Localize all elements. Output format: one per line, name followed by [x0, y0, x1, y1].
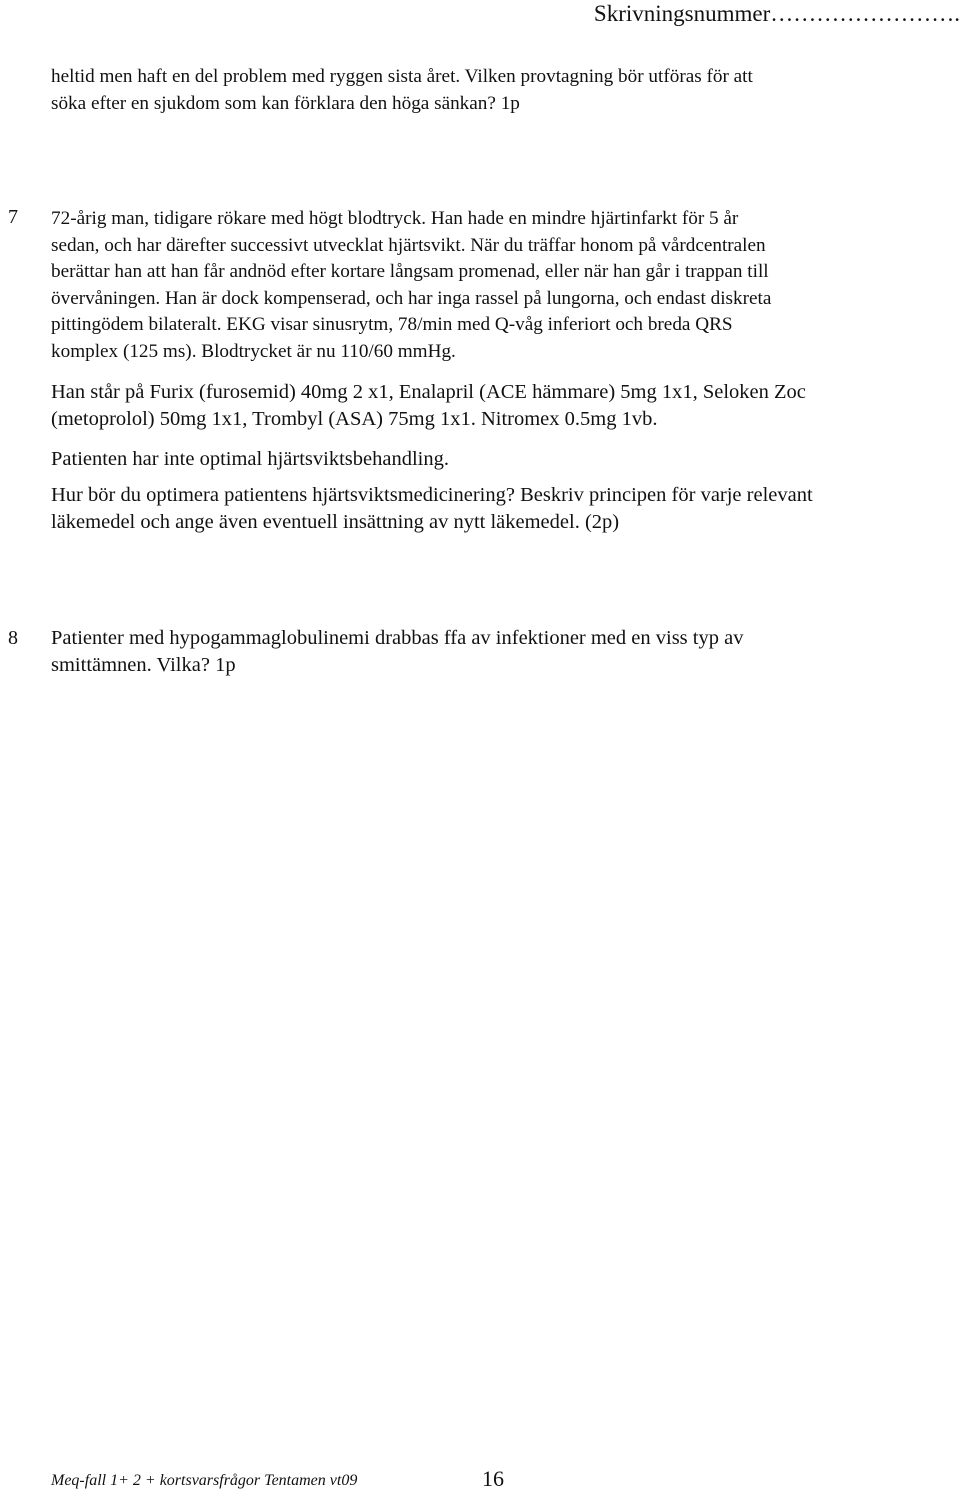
- question7-task-paragraph: [51, 482, 941, 535]
- question-number: 8: [8, 627, 18, 649]
- footer-course-title: Meq-fall 1+ 2 + kortsvarsfrågor Tentamen vt09: [51, 1472, 358, 1489]
- text-line: sedan, och har därefter successivt utvecklat hjärtsvikt. När du träffar honom på vårdcentralen: [51, 234, 766, 256]
- text-line: pittingödem bilateralt. EKG visar sinusrytm, 78/min med Q-våg inferiort och breda QRS: [51, 314, 733, 336]
- question8-paragraph: [51, 625, 941, 678]
- text-line: smittämnen. Vilka? 1p: [51, 653, 236, 676]
- continuation-paragraph: [51, 64, 941, 117]
- footer-page-number: 16: [482, 1466, 504, 1491]
- text-line: Hur bör du optimera patientens hjärtsviktsmedicinering? Beskriv principen för varje relevant: [51, 484, 813, 506]
- text-line: söka efter en sjukdom som kan förklara den höga sänkan? 1p: [51, 92, 520, 114]
- question7-medication-paragraph: [51, 379, 941, 432]
- question-number: 7: [8, 206, 18, 228]
- text-line: övervåningen. Han är dock kompenserad, och har inga rassel på lungorna, och endast diskreta: [51, 287, 772, 309]
- text-line: Patienten har inte optimal hjärtsviktsbehandling.: [51, 448, 449, 470]
- question7-case-paragraph: [51, 206, 941, 366]
- text-line: Patienter med hypogammaglobulinemi drabbas ffa av infektioner med en viss typ av: [51, 627, 744, 649]
- text-line: läkemedel och ange även eventuell insättning av nytt läkemedel. (2p): [51, 510, 620, 533]
- text-line: Han står på Furix (furosemid) 40mg 2 x1, Enalapril (ACE hämmare) 5mg 1x1, Seloken Zoc: [51, 381, 806, 403]
- question7-status-paragraph: [51, 446, 941, 473]
- text-line: berättar han att han får andnöd efter kortare långsam promenad, eller när han går i trappan till: [51, 261, 769, 283]
- text-line: heltid men haft en del problem med ryggen sista året. Vilken provtagning bör utföras för att: [51, 66, 753, 87]
- text-line: 72-årig man, tidigare rökare med högt blodtryck. Han hade en mindre hjärtinfarkt för 5 år: [51, 208, 739, 229]
- text-line: komplex (125 ms). Blodtrycket är nu 110/60 mmHg.: [51, 340, 456, 362]
- text-line: (metoprolol) 50mg 1x1, Trombyl (ASA) 75mg 1x1. Nitromex 0.5mg 1vb.: [51, 407, 658, 430]
- page-header: Skrivningsnummer…………………….: [593, 1, 960, 26]
